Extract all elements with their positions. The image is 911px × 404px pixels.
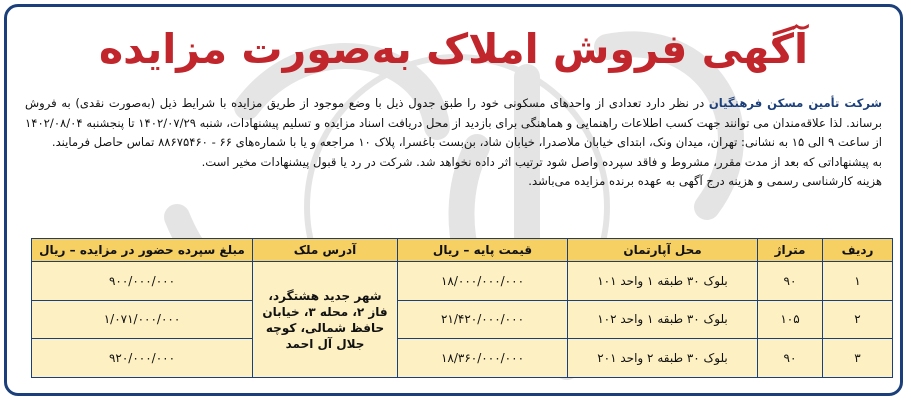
cell-unit-location: بلوک ۳۰ طبقه ۲ واحد ۲۰۱ bbox=[568, 339, 758, 378]
cell-address: شهر جدید هشتگرد، فاز ۲، محله ۳، خیابان حافظ شمالی، کوچه جلال آل احمد bbox=[253, 262, 398, 378]
paragraph-1-text: در نظر دارد تعدادی از واحدهای مسکونی خود را طبق جدول ذیل با وضع موجود از طریق مزایده با شرایط ذیل (به‌صورت نقدی) به فروش برساند. لذا علاقه‌مندان می توانند جهت کسب اطلاعات راهنمایی و هماهنگی برای بازدید از محل دریافت اسناد مزایده و تسلیم پیشنهادات، شنبه ۱۴۰۲/۰۷/۲۹ تا پنجشنبه ۱۴۰۲/۰۸/۰۴ از ساعت ۹ الی ۱۵ به نشانی: تهران، میدان ونک، ابتدای خیابان ملاصدرا، خیابان شاد، بن‌بست باغسرا، پلاک ۱۰ مراجعه و یا با شماره‌های ۶۶ - ۸۸۶۷۵۴۶۰ تماس حاصل فرمایند. bbox=[25, 96, 882, 149]
announcement-paragraph-1 bbox=[25, 94, 882, 153]
announcement-paragraph-3: هزینه کارشناسی رسمی و هزینه درج آگهی به عهده برنده مزایده می‌باشد. bbox=[528, 174, 882, 188]
table-row bbox=[32, 262, 893, 301]
announcement-paragraph-2: به پیشنهاداتی که بعد از مدت مقرر، مشروط و فاقد سپرده واصل شود ترتیب اثر داده نخواهد شد. شرکت در رد یا قبول پیشنهادات مخیر است. bbox=[201, 154, 882, 169]
cell-base-price: ۲۱/۴۲۰/۰۰۰/۰۰۰ bbox=[398, 300, 568, 339]
header-unit-location: محل آپارتمان bbox=[568, 239, 758, 262]
table-row bbox=[32, 339, 893, 378]
announcement-frame bbox=[4, 4, 903, 396]
cell-deposit: ۱/۰۷۱/۰۰۰/۰۰۰ bbox=[32, 300, 253, 339]
cell-area: ۱۰۵ bbox=[758, 300, 823, 339]
header-row-no: ردیف bbox=[823, 239, 893, 262]
cell-row-no: ۲ bbox=[823, 300, 893, 339]
cell-base-price: ۱۸/۰۰۰/۰۰۰/۰۰۰ bbox=[398, 262, 568, 301]
cell-unit-location: بلوک ۳۰ طبقه ۱ واحد ۱۰۲ bbox=[568, 300, 758, 339]
header-deposit: مبلغ سپرده حضور در مزایده – ریال bbox=[32, 239, 253, 262]
header-area: متراژ bbox=[758, 239, 823, 262]
cell-area: ۹۰ bbox=[758, 262, 823, 301]
table-header-row bbox=[32, 239, 893, 262]
page-title: آگهی فروش املاک به‌صورت مزایده bbox=[98, 25, 809, 73]
cell-deposit: ۹۰۰/۰۰۰/۰۰۰ bbox=[32, 262, 253, 301]
cell-row-no: ۱ bbox=[823, 262, 893, 301]
company-name: شرکت تأمین مسکن فرهنگیان bbox=[708, 96, 882, 110]
cell-base-price: ۱۸/۳۶۰/۰۰۰/۰۰۰ bbox=[398, 339, 568, 378]
property-table bbox=[31, 238, 893, 378]
header-address: آدرس ملک bbox=[253, 239, 398, 262]
cell-row-no: ۳ bbox=[823, 339, 893, 378]
header-base-price: قیمت پایه – ریال bbox=[398, 239, 568, 262]
announcement-body bbox=[25, 94, 882, 192]
cell-deposit: ۹۲۰/۰۰۰/۰۰۰ bbox=[32, 339, 253, 378]
table-row bbox=[32, 300, 893, 339]
cell-unit-location: بلوک ۳۰ طبقه ۱ واحد ۱۰۱ bbox=[568, 262, 758, 301]
cell-area: ۹۰ bbox=[758, 339, 823, 378]
